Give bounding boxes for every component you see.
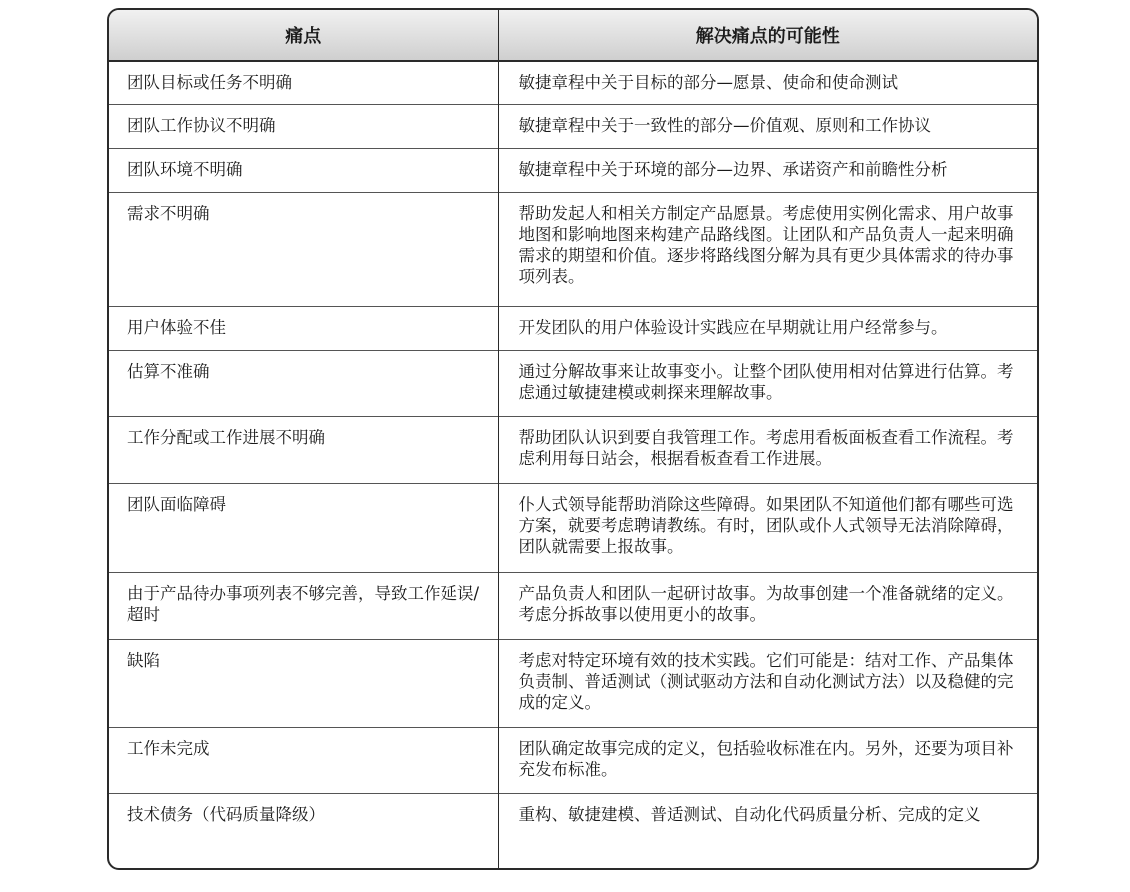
pain-cell: 工作分配或工作进展不明确 xyxy=(109,416,498,483)
pain-cell: 工作未完成 xyxy=(109,727,498,793)
solution-cell: 敏捷章程中关于环境的部分—边界、承诺资产和前瞻性分析 xyxy=(498,148,1037,192)
solution-cell: 帮助发起人和相关方制定产品愿景。考虑使用实例化需求、用户故事地图和影响地图来构建产品路线图。让团队和产品负责人一起来明确需求的期望和价值。逐步将路线图分解为具有更少具体需求的待办事项列表。 xyxy=(498,192,1037,306)
pain-cell: 估算不准确 xyxy=(109,350,498,416)
pain-cell: 团队工作协议不明确 xyxy=(109,104,498,148)
table-row xyxy=(109,793,1037,868)
table-row xyxy=(109,148,1037,192)
solution-cell: 团队确定故事完成的定义，包括验收标准在内。另外，还要为项目补充发布标准。 xyxy=(498,727,1037,793)
table-row xyxy=(109,61,1037,104)
pain-cell: 团队目标或任务不明确 xyxy=(109,61,498,104)
pain-points-table-frame xyxy=(107,8,1039,870)
pain-cell: 缺陷 xyxy=(109,639,498,727)
table-row xyxy=(109,306,1037,350)
solution-cell: 仆人式领导能帮助消除这些障碍。如果团队不知道他们都有哪些可选方案，就要考虑聘请教练。有时，团队或仆人式领导无法消除障碍，团队就需要上报故事。 xyxy=(498,483,1037,572)
solution-cell: 通过分解故事来让故事变小。让整个团队使用相对估算进行估算。考虑通过敏捷建模或刺探来理解故事。 xyxy=(498,350,1037,416)
pain-cell: 团队面临障碍 xyxy=(109,483,498,572)
solution-cell: 敏捷章程中关于一致性的部分—价值观、原则和工作协议 xyxy=(498,104,1037,148)
solution-cell: 帮助团队认识到要自我管理工作。考虑用看板面板查看工作流程。考虑利用每日站会，根据看板查看工作进展。 xyxy=(498,416,1037,483)
table-header-row xyxy=(109,10,1037,61)
pain-cell: 技术债务（代码质量降级） xyxy=(109,793,498,868)
table-row xyxy=(109,350,1037,416)
solution-cell: 考虑对特定环境有效的技术实践。它们可能是：结对工作、产品集体负责制、普适测试（测试驱动方法和自动化测试方法）以及稳健的完成的定义。 xyxy=(498,639,1037,727)
solution-cell: 开发团队的用户体验设计实践应在早期就让用户经常参与。 xyxy=(498,306,1037,350)
solution-cell: 敏捷章程中关于目标的部分—愿景、使命和使命测试 xyxy=(518,73,898,92)
solution-cell: 产品负责人和团队一起研讨故事。为故事创建一个准备就绪的定义。考虑分拆故事以使用更小的故事。 xyxy=(498,572,1037,639)
table-row xyxy=(109,483,1037,572)
header-pain-point: 痛点 xyxy=(109,10,498,61)
pain-cell: 需求不明确 xyxy=(109,192,498,306)
table-row xyxy=(109,727,1037,793)
solution-cell: 重构、敏捷建模、普适测试、自动化代码质量分析、完成的定义 xyxy=(498,793,1037,868)
header-solution: 解决痛点的可能性 xyxy=(498,10,1037,61)
pain-cell: 由于产品待办事项列表不够完善，导致工作延误/超时 xyxy=(109,572,498,639)
table-row xyxy=(109,104,1037,148)
pain-cell: 用户体验不佳 xyxy=(109,306,498,350)
table-row xyxy=(109,192,1037,306)
table-row xyxy=(109,639,1037,727)
table-row xyxy=(109,572,1037,639)
pain-points-table xyxy=(109,10,1037,868)
pain-cell: 团队环境不明确 xyxy=(109,148,498,192)
table-row xyxy=(109,416,1037,483)
